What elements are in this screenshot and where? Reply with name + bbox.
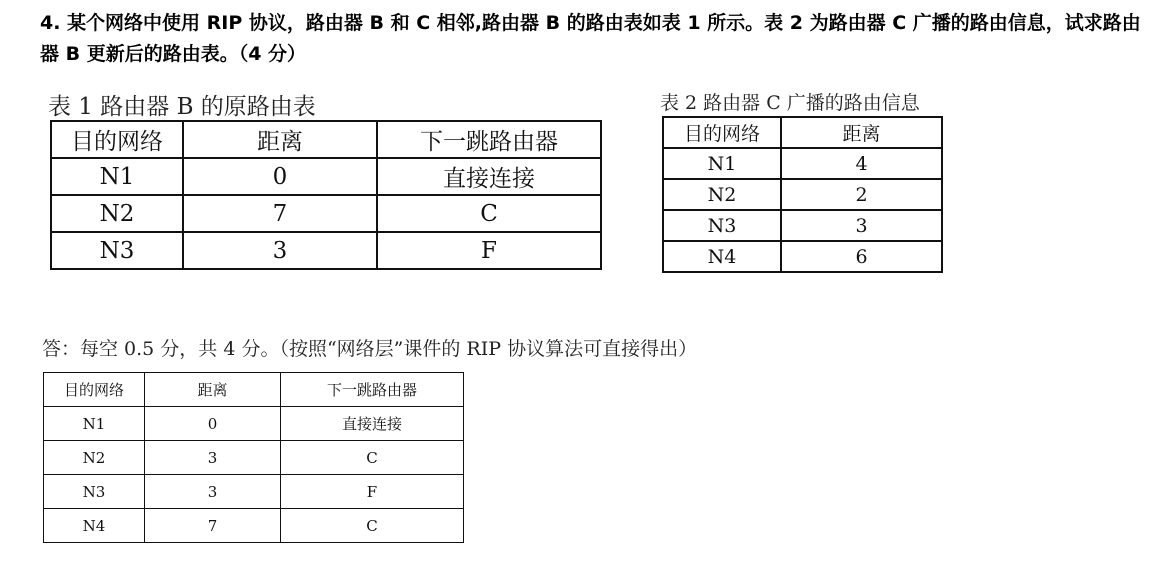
table-cell: N2 [44, 441, 145, 475]
header-cell: 下一跳路由器 [281, 373, 464, 407]
table-row [51, 195, 601, 232]
table-cell: F [377, 232, 601, 269]
table-cell: 3 [183, 232, 377, 269]
table-cell: N4 [663, 241, 781, 272]
table-cell: N4 [44, 509, 145, 543]
header-cell: 距离 [145, 373, 281, 407]
header-cell: 目的网络 [51, 121, 183, 158]
table-cell: 7 [145, 509, 281, 543]
table-cell: C [281, 441, 464, 475]
table2-caption: 表 2 路由器 C 广播的路由信息 [660, 92, 920, 114]
table-cell: N3 [44, 475, 145, 509]
table-cell: N1 [663, 148, 781, 179]
table-row [51, 232, 601, 269]
header-cell: 距离 [781, 117, 942, 148]
table-row [663, 148, 942, 179]
table-row [44, 407, 464, 441]
table-cell: N2 [663, 179, 781, 210]
table-cell: 7 [183, 195, 377, 232]
table-row [663, 210, 942, 241]
header-cell: 下一跳路由器 [377, 121, 601, 158]
table-header-row [51, 121, 601, 158]
table-cell: 3 [781, 210, 942, 241]
table-row [44, 509, 464, 543]
table-header-row [44, 373, 464, 407]
table-cell: 0 [183, 158, 377, 195]
table-row [663, 179, 942, 210]
table-row [51, 158, 601, 195]
table-cell: N3 [51, 232, 183, 269]
table1-caption: 表 1 路由器 B 的原路由表 [48, 94, 316, 120]
table-cell: 6 [781, 241, 942, 272]
router-c-broadcast-table [662, 116, 943, 273]
table-cell: 直接连接 [377, 158, 601, 195]
table-row [44, 475, 464, 509]
table-cell: 4 [781, 148, 942, 179]
table-row [663, 241, 942, 272]
table-cell: F [281, 475, 464, 509]
original-routing-table [50, 120, 602, 270]
header-cell: 距离 [183, 121, 377, 158]
updated-routing-table [43, 372, 464, 543]
table-cell: N3 [663, 210, 781, 241]
table-header-row [663, 117, 942, 148]
table-cell: N1 [44, 407, 145, 441]
table-cell: 3 [145, 441, 281, 475]
table-cell: N2 [51, 195, 183, 232]
header-cell: 目的网络 [663, 117, 781, 148]
table-cell: C [377, 195, 601, 232]
header-cell: 目的网络 [44, 373, 145, 407]
question-text: 4. 某个网络中使用 RIP 协议，路由器 B 和 C 相邻,路由器 B 的路由表如表 1 所示。表 2 为路由器 C 广播的路由信息，试求路由器 B 更新后的路由表。（4 分） [40, 12, 1141, 65]
table-cell: N1 [51, 158, 183, 195]
answer-text: 答：每空 0.5 分，共 4 分。（按照“网络层”课件的 RIP 协议算法可直接得出） [42, 338, 698, 360]
table-cell: 直接连接 [281, 407, 464, 441]
table-cell: 0 [145, 407, 281, 441]
table-cell: 2 [781, 179, 942, 210]
table-row [44, 441, 464, 475]
table-cell: C [281, 509, 464, 543]
table-cell: 3 [145, 475, 281, 509]
